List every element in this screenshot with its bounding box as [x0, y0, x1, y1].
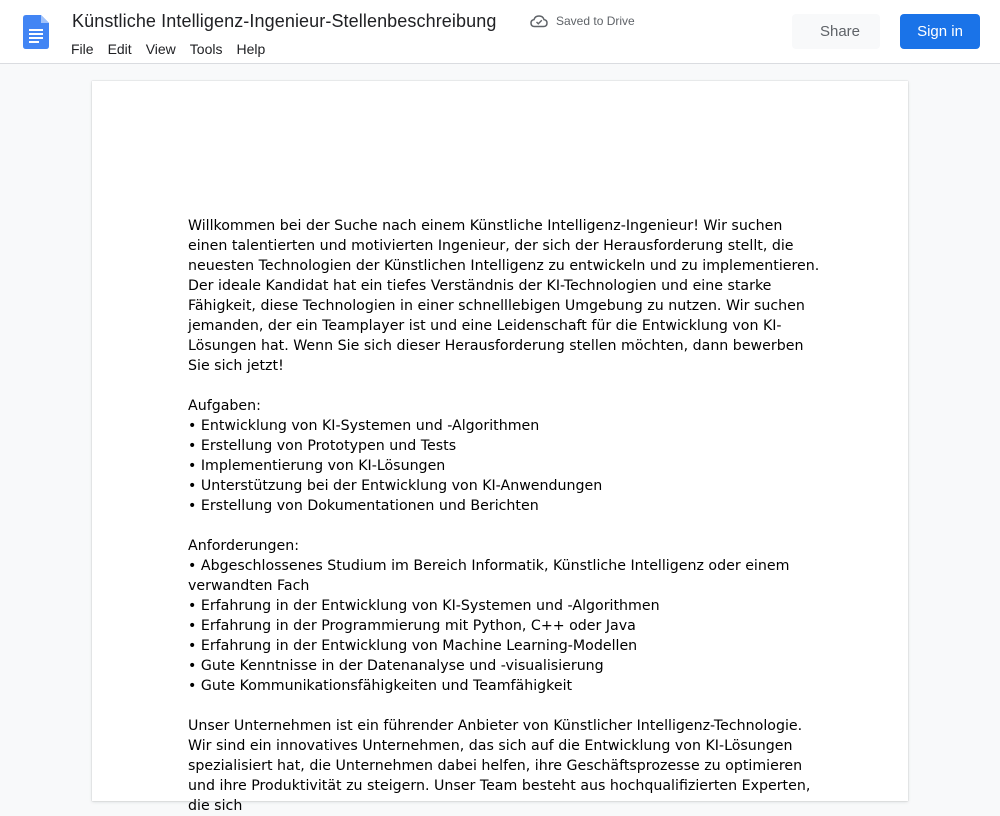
list-item: • Gute Kenntnisse in der Datenanalyse und -visualisierung: [188, 658, 604, 674]
requirements-heading: Anforderungen:: [188, 538, 300, 554]
list-item: • Entwicklung von KI-Systemen und -Algorithmen: [188, 418, 540, 434]
save-status-label: Saved to Drive: [556, 14, 635, 28]
menu-file[interactable]: File: [71, 41, 94, 57]
intro-paragraph: Willkommen bei der Suche nach einem Künstliche Intelligenz-Ingenieur! Wir suchen einen talentierten und motivierten Ingenieur, der sich der Herausforderung stellt, die neuesten Technologien der Künstlichen Intelligenz zu entwickeln und zu implementieren. Der ideale Kandidat hat ein tiefes Verständnis der KI-Technologien und eine starke Fähigkeit, diese Technologien in einer schnelllebigen Umgebung zu nutzen. Wir suchen jemanden, der ein Teamplayer ist und eine Leidenschaft für die Entwicklung von KI-Lösungen hat. Wenn Sie sich dieser Herausforderung stellen möchten, dann bewerben Sie sich jetzt!: [188, 218, 820, 374]
list-item: • Unterstützung bei der Entwicklung von KI-Anwendungen: [188, 478, 603, 494]
list-item: • Gute Kommunikationsfähigkeiten und Teamfähigkeit: [188, 678, 573, 694]
menu-help[interactable]: Help: [236, 41, 266, 57]
list-item: • Abgeschlossenes Studium im Bereich Informatik, Künstliche Intelligenz oder einem verwandten Fach: [188, 558, 790, 594]
sign-in-button[interactable]: Sign in: [900, 14, 980, 49]
document-title[interactable]: Künstliche Intelligenz-Ingenieur-Stellenbeschreibung: [72, 11, 497, 31]
menu-edit[interactable]: Edit: [107, 41, 132, 57]
google-docs-icon[interactable]: [23, 15, 49, 49]
list-item: • Erstellung von Dokumentationen und Berichten: [188, 498, 539, 514]
menu-bar: [64, 39, 272, 59]
menu-view[interactable]: View: [145, 41, 176, 57]
list-item: • Erfahrung in der Entwicklung von Machine Learning-Modellen: [188, 638, 638, 654]
list-item: • Erfahrung in der Programmierung mit Python, C++ oder Java: [188, 618, 636, 634]
tasks-heading: Aufgaben:: [188, 398, 261, 414]
menu-tools[interactable]: Tools: [189, 41, 223, 57]
save-status[interactable]: [530, 14, 635, 28]
list-item: • Erstellung von Prototypen und Tests: [188, 438, 457, 454]
cloud-done-icon: [530, 14, 548, 28]
list-item: • Erfahrung in der Entwicklung von KI-Systemen und -Algorithmen: [188, 598, 660, 614]
top-bar: [0, 0, 1000, 64]
company-paragraph: Unser Unternehmen ist ein führender Anbieter von Künstlicher Intelligenz-Technologie. Wir sind ein innovatives Unternehmen, das sich auf die Entwicklung von KI-Lösungen spezialisiert hat, die Unternehmen dabei helfen, ihre Geschäftsprozesse zu optimieren und ihre Produktivität zu steigern. Unser Team besteht aus hochqualifizierten Experten, die sich: [188, 718, 811, 814]
document-page[interactable]: [92, 81, 908, 814]
list-item: • Implementierung von KI-Lösungen: [188, 458, 446, 474]
document-body[interactable]: [188, 216, 820, 816]
share-button[interactable]: Share: [792, 14, 880, 49]
